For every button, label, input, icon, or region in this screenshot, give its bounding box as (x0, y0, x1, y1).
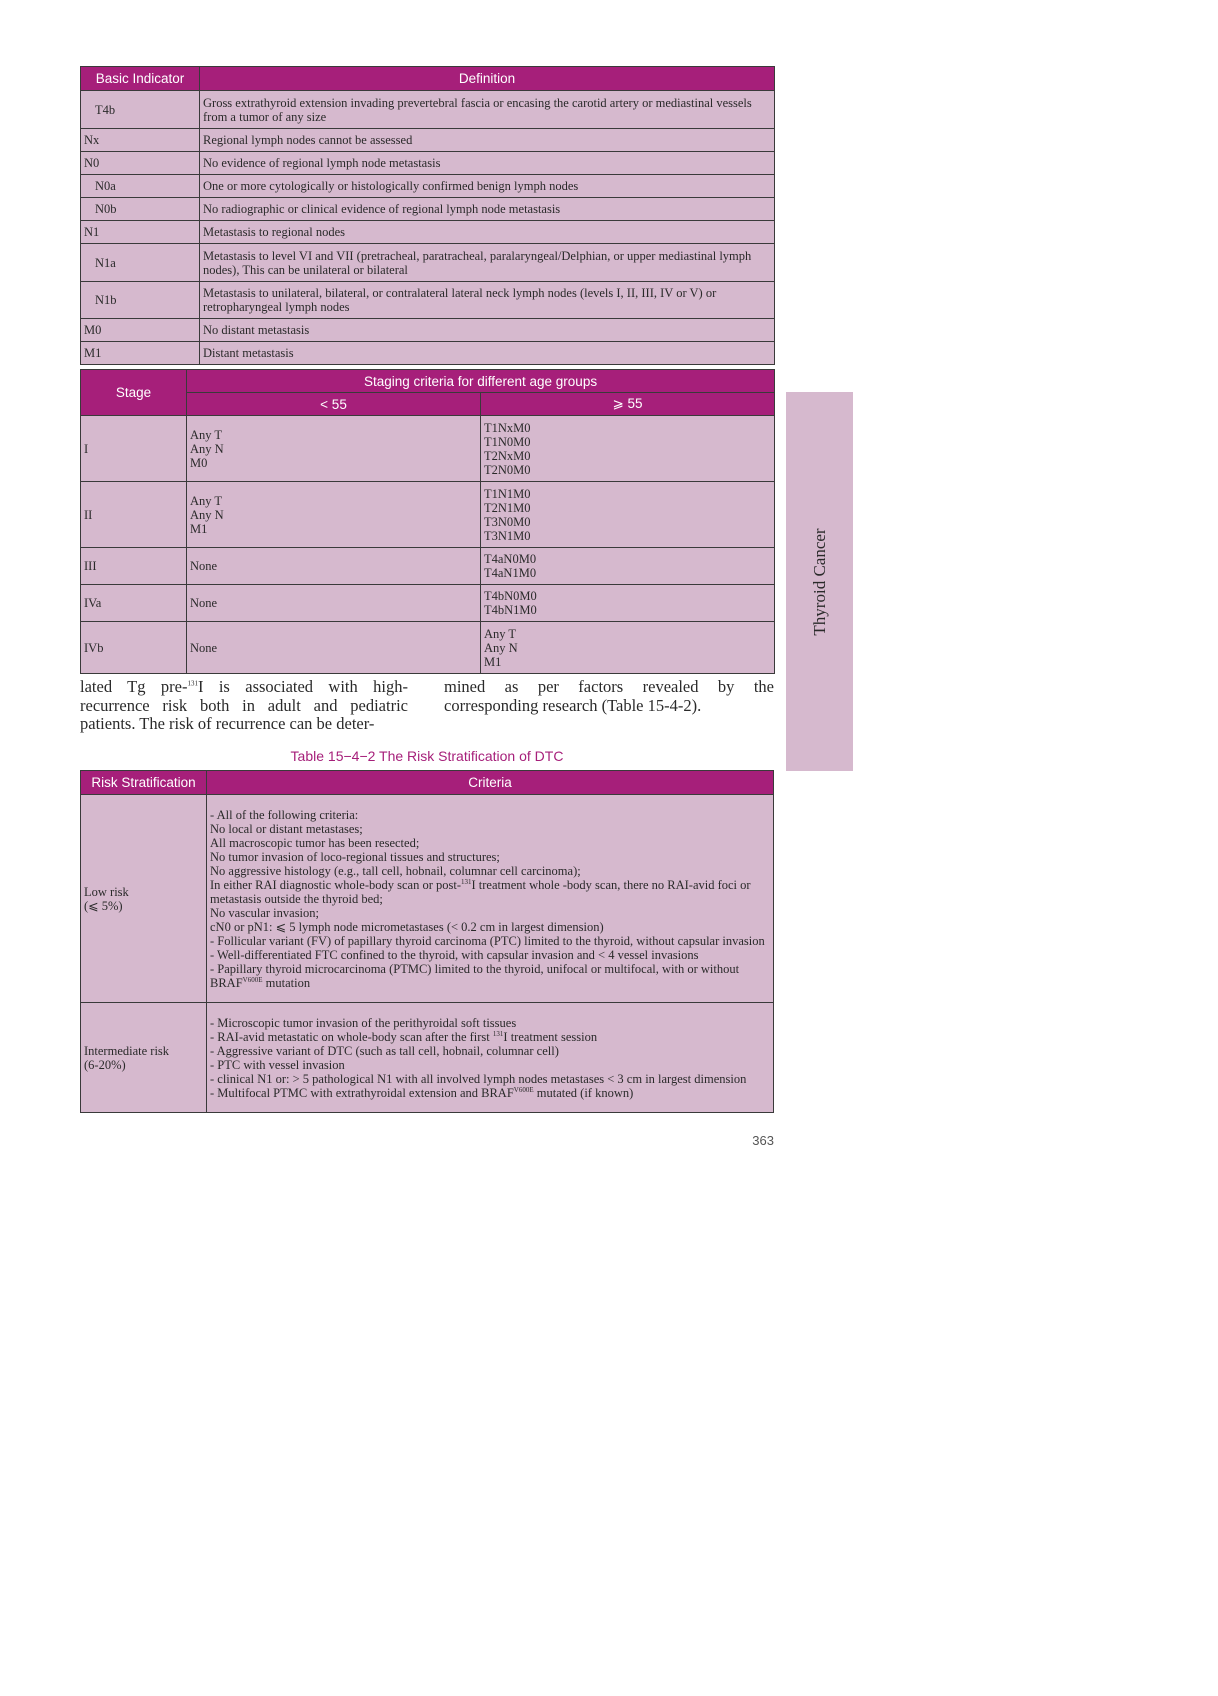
over-55-cell (481, 482, 775, 548)
criteria-item: - Aggressive variant of DTC (such as tall cell, hobnail, columnar cell) (210, 1043, 559, 1058)
criteria-line: M1 (484, 654, 502, 669)
criteria-line: T2NxM0 (484, 448, 531, 463)
criteria-text: mutation (262, 975, 311, 990)
definition-cell: Distant metastasis (200, 342, 775, 365)
indicator-cell: T4b (81, 91, 200, 129)
criteria-line: Any N (190, 441, 224, 456)
criteria-text: - Multifocal PTMC with extrathyroidal extension and BRAF (210, 1085, 514, 1100)
criteria-line: T3N0M0 (484, 514, 531, 529)
table-row (81, 482, 775, 548)
criteria-item: - Well-differentiated FTC confined to the thyroid, with capsular invasion and < 4 vessel invasions (210, 947, 699, 962)
criteria-line: T4aN1M0 (484, 566, 537, 580)
criteria-line: T2N1M0 (484, 500, 531, 515)
criteria-item (210, 1086, 770, 1100)
table-row (81, 221, 775, 244)
definition-cell: No evidence of regional lymph node metastasis (200, 152, 775, 175)
criteria-line: Any T (190, 493, 223, 508)
criteria-line: T3N1M0 (484, 528, 531, 543)
criteria-item: - PTC with vessel invasion (210, 1057, 345, 1072)
definition-cell: One or more cytologically or histologically confirmed benign lymph nodes (200, 175, 775, 198)
criteria-text: mutated (if known) (533, 1085, 634, 1100)
superscript: 131 (460, 877, 472, 886)
over-55-cell (481, 416, 775, 482)
criteria-item: - Follicular variant (FV) of papillary thyroid carcinoma (PTC) limited to the thyroid, without capsular invasion (210, 933, 765, 948)
risk-label-cell (81, 1003, 207, 1113)
over-55-cell (481, 622, 775, 674)
criteria-line: M1 (190, 521, 208, 536)
criteria-line: T1N0M0 (484, 434, 531, 449)
over-55-cell (481, 548, 775, 585)
risk-percent: (⩽ 5%) (84, 898, 123, 913)
criteria-text: - Papillary thyroid microcarcinoma (PTMC) limited to the thyroid, unifocal or multifocal, with or without BRAF (210, 961, 740, 990)
indicator-cell: M1 (81, 342, 200, 365)
criteria-line: None (190, 640, 218, 655)
stage-cell: IVa (81, 585, 187, 622)
superscript: 131 (492, 1029, 504, 1038)
risk-percent: (6-20%) (84, 1057, 126, 1072)
criteria-text: - RAI-avid metastatic on whole-body scan after the first (210, 1029, 493, 1044)
page-number: 363 (752, 1133, 774, 1148)
criteria-line: T1NxM0 (484, 420, 531, 435)
criteria-line: T4bN0M0 (484, 589, 537, 603)
criteria-item: - clinical N1 or: > 5 pathological N1 with all involved lymph nodes metastases < 3 cm in largest dimension (210, 1071, 747, 1086)
indicator-cell: N1b (81, 282, 200, 319)
indicator-cell: N1 (81, 221, 200, 244)
stage-cell: II (81, 482, 187, 548)
table-row (81, 198, 775, 221)
body-text-segment: I is associated with high-recurrence risk both in adult and pediatric patients. The risk of recurrence can be deter- (80, 677, 408, 733)
table-row (81, 244, 775, 282)
criteria-text: I treatment session (503, 1029, 598, 1044)
under-55-cell (187, 622, 481, 674)
superscript: 131 (187, 679, 198, 688)
header-age-groups: Staging criteria for different age groups (187, 370, 775, 393)
header-risk-stratification: Risk Stratification (81, 771, 207, 795)
criteria-text: In either RAI diagnostic whole-body scan or post- (210, 877, 461, 892)
definition-cell: Gross extrathyroid extension invading prevertebral fascia or encasing the carotid artery or mediastinal vessels from a tumor of any size (200, 91, 775, 129)
criteria-line: M0 (190, 455, 208, 470)
criteria-item: All macroscopic tumor has been resected; (210, 835, 420, 850)
indicator-cell: M0 (81, 319, 200, 342)
body-column-left (80, 678, 408, 734)
indicator-cell: Nx (81, 129, 200, 152)
header-definition: Definition (200, 67, 775, 91)
stage-cell: I (81, 416, 187, 482)
stage-cell: III (81, 548, 187, 585)
stage-cell: IVb (81, 622, 187, 674)
under-55-cell (187, 416, 481, 482)
header-stage: Stage (81, 370, 187, 416)
staging-table (80, 369, 775, 674)
table-row (81, 1003, 774, 1113)
criteria-item: No tumor invasion of loco-regional tissues and structures; (210, 849, 500, 864)
indicator-cell: N0 (81, 152, 200, 175)
table-row (81, 175, 775, 198)
criteria-item: No aggressive histology (e.g., tall cell, hobnail, columnar cell carcinoma); (210, 863, 581, 878)
criteria-line: Any N (484, 640, 518, 655)
superscript: V600E (242, 975, 263, 984)
criteria-line: Any N (190, 507, 224, 522)
risk-label: Low risk (84, 884, 129, 899)
table-row (81, 342, 775, 365)
definition-cell: Regional lymph nodes cannot be assessed (200, 129, 775, 152)
criteria-line: None (190, 596, 218, 610)
over-55-cell (481, 585, 775, 622)
table-row (81, 319, 775, 342)
definition-cell: No distant metastasis (200, 319, 775, 342)
chapter-side-tab (786, 392, 853, 771)
chapter-title: Thyroid Cancer (809, 527, 829, 636)
table-row (81, 152, 775, 175)
under-55-cell (187, 548, 481, 585)
definition-cell: Metastasis to level VI and VII (pretracheal, paratracheal, paralaryngeal/Delphian, or upper mediastinal lymph nodes), This can be unilateral or bilateral (200, 244, 775, 282)
header-55-and-over: ⩾ 55 (481, 393, 775, 416)
criteria-cell (207, 795, 774, 1003)
table-row (81, 129, 775, 152)
under-55-cell (187, 482, 481, 548)
criteria-item: - Microscopic tumor invasion of the perithyroidal soft tissues (210, 1015, 517, 1030)
table-row (81, 622, 775, 674)
criteria-line: T4aN0M0 (484, 552, 537, 566)
body-text-segment: lated Tg pre- (80, 677, 188, 696)
criteria-text: I treatment whole -body scan, there no RAI-avid foci or metastasis outside the thyroid bed; (210, 877, 751, 906)
table-row (81, 416, 775, 482)
table-row (81, 548, 775, 585)
header-criteria: Criteria (207, 771, 774, 795)
criteria-item: cN0 or pN1: ⩽ 5 lymph node micrometastases (< 0.2 cm in largest dimension) (210, 919, 604, 934)
risk-label-cell (81, 795, 207, 1003)
under-55-cell (187, 585, 481, 622)
header-basic-indicator: Basic Indicator (81, 67, 200, 91)
criteria-cell (207, 1003, 774, 1113)
criteria-item (210, 878, 770, 906)
criteria-line: None (190, 559, 218, 573)
definition-cell: Metastasis to unilateral, bilateral, or contralateral lateral neck lymph nodes (levels I, II, III, IV or V) or retropharyngeal lymph nodes (200, 282, 775, 319)
criteria-line: T1N1M0 (484, 486, 531, 501)
table-row (81, 585, 775, 622)
table-row (81, 282, 775, 319)
indicator-cell: N0b (81, 198, 200, 221)
definition-cell: Metastasis to regional nodes (200, 221, 775, 244)
criteria-item (210, 962, 770, 990)
definition-cell: No radiographic or clinical evidence of regional lymph node metastasis (200, 198, 775, 221)
header-under-55: < 55 (187, 393, 481, 416)
criteria-item: - All of the following criteria: (210, 807, 359, 822)
indicator-cell: N1a (81, 244, 200, 282)
criteria-item: No vascular invasion; (210, 905, 320, 920)
risk-label: Intermediate risk (84, 1043, 170, 1058)
criteria-line: Any T (190, 427, 223, 442)
table-row (81, 795, 774, 1003)
indicator-definition-table (80, 66, 775, 365)
criteria-line: T2N0M0 (484, 462, 531, 477)
body-column-right: mined as per factors revealed by the corresponding research (Table 15-4-2). (444, 677, 774, 715)
risk-stratification-table (80, 770, 774, 1113)
criteria-line: T4bN1M0 (484, 603, 537, 617)
table-row (81, 91, 775, 129)
criteria-item (210, 1030, 770, 1044)
superscript: V600E (513, 1085, 534, 1094)
criteria-line: Any T (484, 626, 517, 641)
criteria-item: No local or distant metastases; (210, 821, 363, 836)
indicator-cell: N0a (81, 175, 200, 198)
table-caption: Table 15−4−2 The Risk Stratification of DTC (290, 748, 564, 764)
